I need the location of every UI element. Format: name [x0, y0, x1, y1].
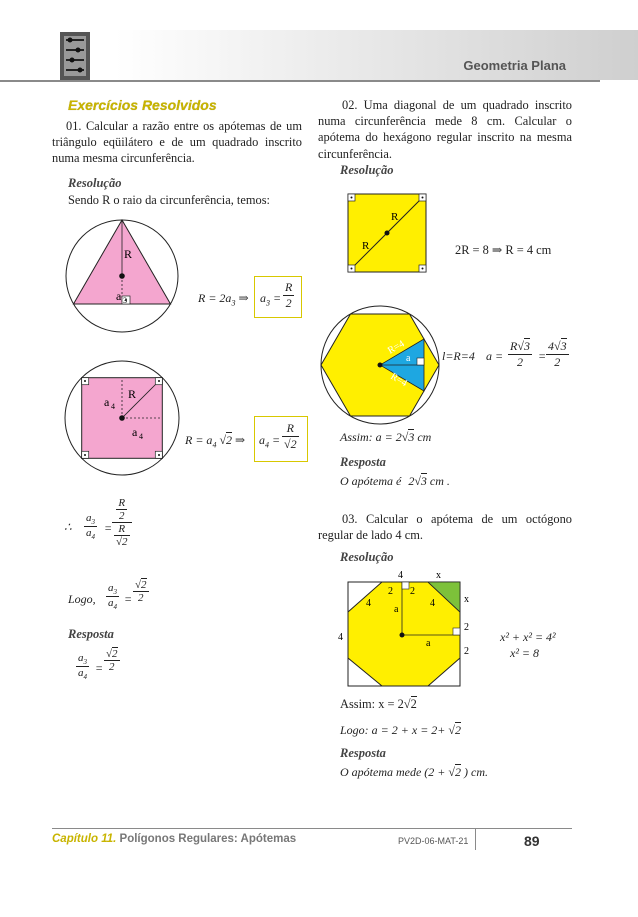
ex02-apothem-frac2: $\frac{4√3}{2}$ [548, 339, 567, 369]
svg-text:2: 2 [410, 586, 415, 597]
section-title: Exercícios Resolvidos [68, 97, 217, 113]
ex02-eq: 2R = 8 ⇒ R = 4 cm [455, 243, 552, 257]
svg-text:a: a [406, 353, 411, 364]
svg-text:a: a [394, 604, 399, 615]
svg-text:2: 2 [464, 646, 469, 657]
logo-lhs: $\frac{a_3}{a_4}$ [108, 582, 117, 612]
ex03-logo: Logo: a = 2 + x = 2+ √2 [340, 723, 461, 737]
sq-a-label: a [104, 395, 110, 409]
page-number: 89 [524, 833, 540, 849]
svg-text:4: 4 [111, 402, 115, 411]
eq1-a: $a_3$ = [260, 291, 282, 308]
ex03-eq2: x² = 8 [510, 646, 540, 660]
square-diagonal-figure [346, 192, 428, 274]
logo-label: Logo, [68, 592, 96, 606]
svg-text:2: 2 [388, 586, 393, 597]
ans-lhs: $\frac{a_3}{a_4}$ [78, 652, 87, 682]
svg-text:R: R [391, 211, 399, 223]
ex01-intro: Sendo R o raio da circunferência, temos: [68, 193, 270, 207]
square-figure [60, 356, 184, 480]
eq2-lhs: $R = a_4$ √2 ⇒ [185, 433, 246, 450]
ex02-resposta: Resposta [340, 455, 386, 469]
ex02-answer: O apótema é 2√3 cm . [340, 474, 450, 488]
ex03-assim: Assim: x = 2√2 [340, 697, 417, 711]
ans-rhs: $\frac{√2}{2}$ [106, 648, 118, 673]
ex01-statement: 01. Calcular a razão entre os apótemas de um triângulo eqüilátero e de um quadrado inscrito numa mesma circunferência. [52, 119, 302, 166]
ex02-assim: Assim: a = 2√3 cm [340, 430, 432, 444]
ex03-answer: O apótema mede (2 + √2 ) cm. [340, 765, 488, 779]
ex02-apothem-frac1: $\frac{R√3}{2}$ [510, 339, 530, 369]
svg-text:x: x [436, 570, 441, 581]
svg-text:R=4: R=4 [386, 338, 407, 357]
ex02-statement: 02. Uma diagonal de um quadrado inscrito numa circunferência mede 8 cm. Calcular o apótema do hexágono regular inscrito na mesma circunferência. [318, 98, 572, 161]
svg-text:R: R [362, 240, 370, 252]
tri-a-sub: 3 [123, 296, 127, 305]
svg-text:4: 4 [398, 570, 403, 581]
ex01-resolucao: Resolução [68, 176, 122, 190]
svg-text:x: x [464, 594, 469, 605]
tri-R-label: R [124, 247, 133, 261]
svg-text:4: 4 [139, 432, 143, 441]
svg-text:a: a [426, 638, 431, 649]
svg-text:2: 2 [464, 622, 469, 633]
ex02-l-label: l=R=4 [442, 349, 475, 363]
ex02-resolucao: Resolução [340, 163, 394, 177]
ex03-resposta: Resposta [340, 746, 386, 760]
svg-text:4: 4 [430, 598, 435, 609]
ratio-therefore: ∴ [64, 520, 72, 534]
header-line [0, 80, 600, 82]
ex03-eq1: x² + x² = 4² [500, 630, 556, 644]
ex03-statement: 03. Calcular o apótema de um octógono regular de lado 4 cm. [318, 512, 572, 543]
footer-chapter: Capítulo 11. Polígonos Regulares: Apótemas [52, 833, 297, 845]
octagon-figure [330, 566, 480, 692]
ex02-apothem-a: a = [486, 349, 504, 363]
hexagon-figure [318, 304, 442, 426]
header-title: Geometria Plana [463, 58, 566, 73]
eq2-frac: $\frac{R}{√2}$ [284, 421, 297, 451]
ratio-lhs: $\frac{a_3}{a_4}$ [86, 512, 95, 542]
eq2-a: $a_4$ = [259, 433, 281, 450]
ex03-resolucao: Resolução [340, 550, 394, 564]
ratio-rhs: $\frac{\frac{R}{2}}{\frac{R}{√2}}$ [112, 497, 132, 548]
sq-R-label: R [128, 387, 137, 401]
logo-rhs: $\frac{√2}{2}$ [135, 579, 147, 604]
footer-line [52, 828, 572, 829]
ex01-resposta: Resposta [68, 627, 114, 641]
abacus-icon [52, 30, 98, 82]
eq1-frac: $\frac{R}{2}$ [285, 280, 293, 310]
svg-text:4: 4 [366, 598, 371, 609]
footer-code: PV2D-06-MAT-21 [398, 836, 469, 846]
svg-text:4: 4 [338, 632, 343, 643]
tri-a-label: a [116, 289, 122, 303]
triangle-figure [60, 214, 184, 334]
svg-text:R=4: R=4 [388, 371, 409, 390]
eq1-lhs: $R = 2a_3$ ⇒ [198, 291, 249, 308]
svg-text:a: a [132, 425, 138, 439]
